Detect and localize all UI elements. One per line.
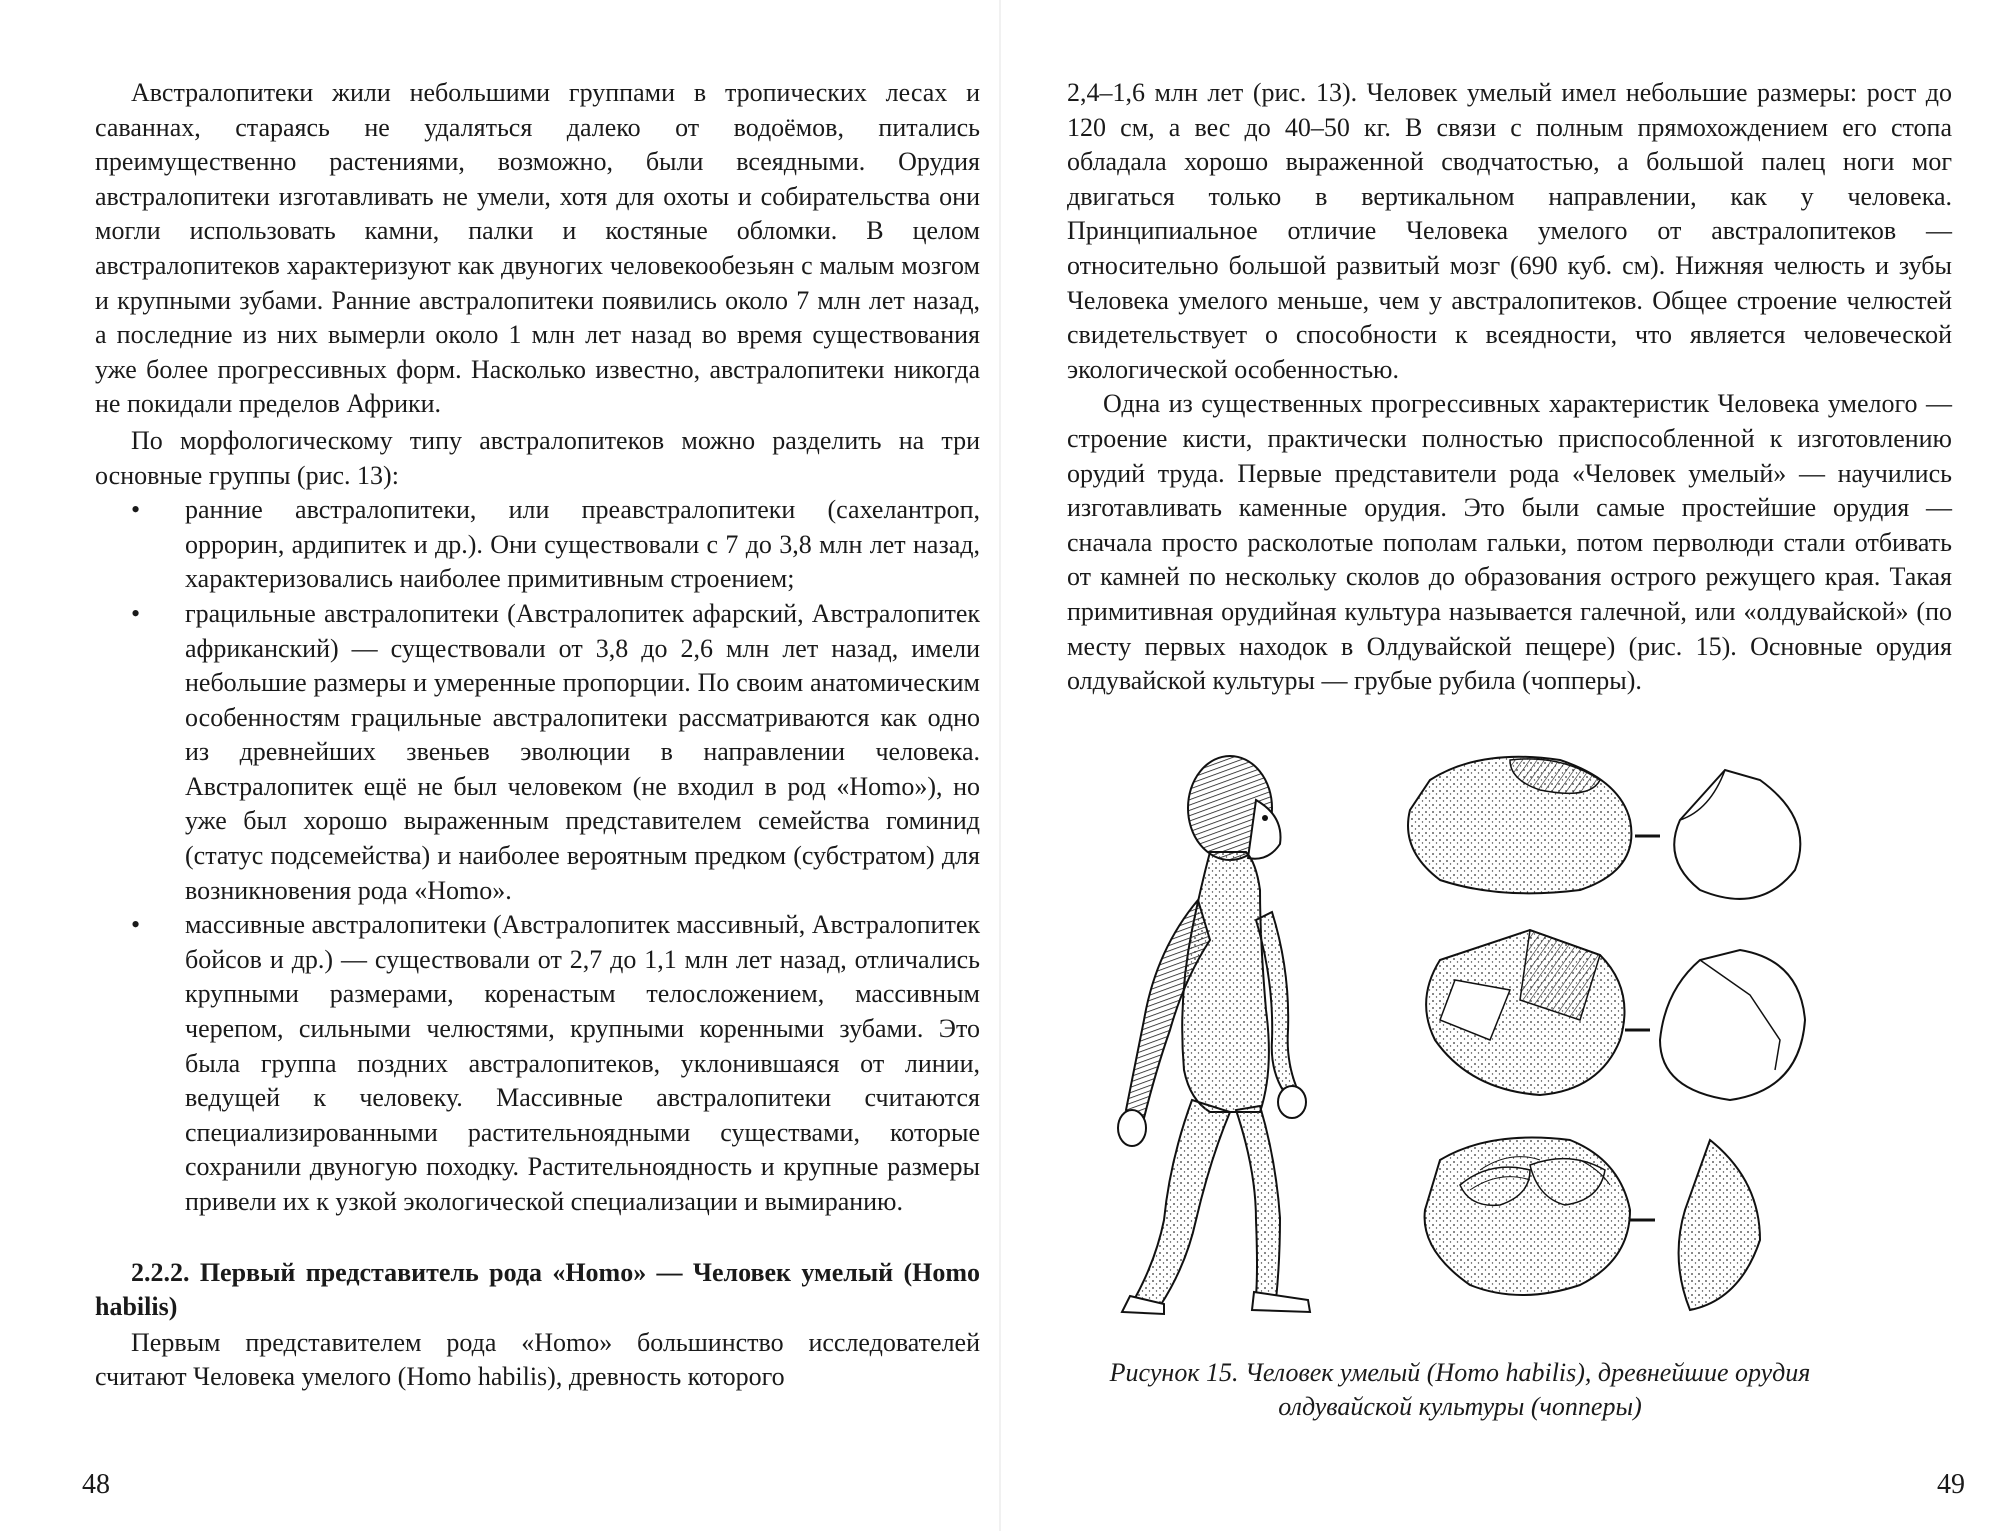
list-item-text: грацильные австралопитеки (Австралопитек афарский, Австралопитек африканский) — существовали от 3,8 до 2,6 млн лет назад, имели небольшие размеры и умеренные пропорции. По своим анатомическим особенностям грацильные австралопитеки рассматриваются как одно из древнейших звеньев эволюции в направлении человека. Австралопитек ещё не был человеком (не входил в род «Homo»), но уже был хорошо выраженным представителем семейства гоминид (статус подсемейства) и наиболее вероятным предком (субстратом) для возникновения рода «Homo». xyxy=(185,598,980,905)
page-number-right: 49 xyxy=(1937,1469,1965,1500)
paragraph-hand-and-tools: Одна из существенных прогрессивных характеристик Человека умелого — строение кисти, практически полностью приспособленной к изготовлению орудий труда. Первые представители рода «Человек умелый» — научились изготавливать каменные орудия. Это были самые простейшие орудия — сначала просто расколотые пополам гальки, потом перволюди стали отбивать от камней по нескольку сколов до образования острого режущего края. Такая примитивная орудийная культура называется галечной, или «олдувайской» (по месту первых находок в Олдувайской пещере) (рис. 15). Основные орудия олдувайской культуры — грубые рубила (чопперы). xyxy=(1067,389,1952,696)
bullet-icon: • xyxy=(131,598,141,628)
right-page-text-column xyxy=(1067,76,1952,699)
figure-illustration xyxy=(1060,740,1940,1340)
list-item xyxy=(95,493,980,597)
list-item xyxy=(95,908,980,1219)
paragraph-homo-habilis-description: 2,4–1,6 млн лет (рис. 13). Человек умелый имел небольшие размеры: рост до 120 см, а вес до 40–50 кг. В связи с полным прямохождением его стопа обладала хорошо выраженной сводчатостью, а большой палец ноги мог двигаться только в вертикальном направлении, как у человека. Принципиальное отличие Человека умелого от австралопитеков — относительно большой развитый мозг (690 куб. см). Нижняя челюсть и зубы Человека умелого меньше, чем у австралопитеков. Общее строение челюстей свидетельствует о способности к всеядности, что является человеческой экологической особенностью. xyxy=(1067,78,1952,384)
page-number-left: 48 xyxy=(82,1469,110,1500)
list-item xyxy=(95,597,980,908)
australopithecus-groups-list xyxy=(95,493,980,1219)
bullet-icon: • xyxy=(131,910,141,940)
homo-habilis-drawing xyxy=(1118,756,1310,1314)
bullet-icon: • xyxy=(131,495,141,525)
right-page xyxy=(1000,0,2000,1531)
chopper-tool-2-drawing xyxy=(1426,930,1805,1100)
figure-caption: Рисунок 15. Человек умелый (Homo habilis), древнейшие орудия олдувайской культуры (чопперы) xyxy=(1109,1358,1811,1421)
list-item-text: ранние австралопитеки, или преавстралопитеки (сахелантроп, оррорин, ардипитек и др.). Они существовали с 7 до 3,8 млн лет назад, характеризовались наиболее примитивным строением; xyxy=(185,495,980,594)
paragraph-australopithecus-life: Австралопитеки жили небольшими группами в тропических лесах и саваннах, стараясь не удаляться далеко от водоёмов, питались преимущественно растениями, возможно, были всеядными. Орудия австралопитеки изготавливать не умели, хотя для охоты и собирательства они могли использовать камни, палки и костяные обломки. В целом австралопитеков характеризуют как двуногих человекообезьян с малым мозгом и крупными зубами. Ранние австралопитеки появились около 7 млн лет назад, а последние из них вымерли около 1 млн лет назад во время существования уже более прогрессивных форм. Насколько известно, австралопитеки никогда не покидали пределов Африки. xyxy=(95,78,980,419)
chopper-tool-3-drawing xyxy=(1425,1138,1760,1311)
paragraph-morphological-groups: По морфологическому типу австралопитеков можно разделить на три основные группы (рис. 13): xyxy=(95,425,980,490)
paragraph-section-intro: Первым представителем рода «Homo» большинство исследователей считают Человека умелого (Homo habilis), древность которого xyxy=(95,1327,980,1392)
list-item-text: массивные австралопитеки (Австралопитек массивный, Австралопитек бойсов и др.) — существовали от 2,7 до 1,1 млн лет назад, отличались крупными размерами, коренастым телосложением, массивным черепом, сильными челюстями, крупными коренными зубами. Это была группа поздних австралопитеков, уклонившаяся от линии, ведущей к человеку. Массивные австралопитеки считаются специализированными растительноядными существами, которые сохранили двуногую походку. Растительноядность и крупные размеры привели их к узкой экологической специализации и вымиранию. xyxy=(185,910,980,1216)
left-page-text-column xyxy=(95,76,980,1395)
figure-15 xyxy=(1060,740,1940,1340)
chopper-tool-1-drawing xyxy=(1408,757,1800,899)
section-heading: 2.2.2. Первый представитель рода «Homo» — Человек умелый (Homo habilis) xyxy=(95,1257,980,1321)
